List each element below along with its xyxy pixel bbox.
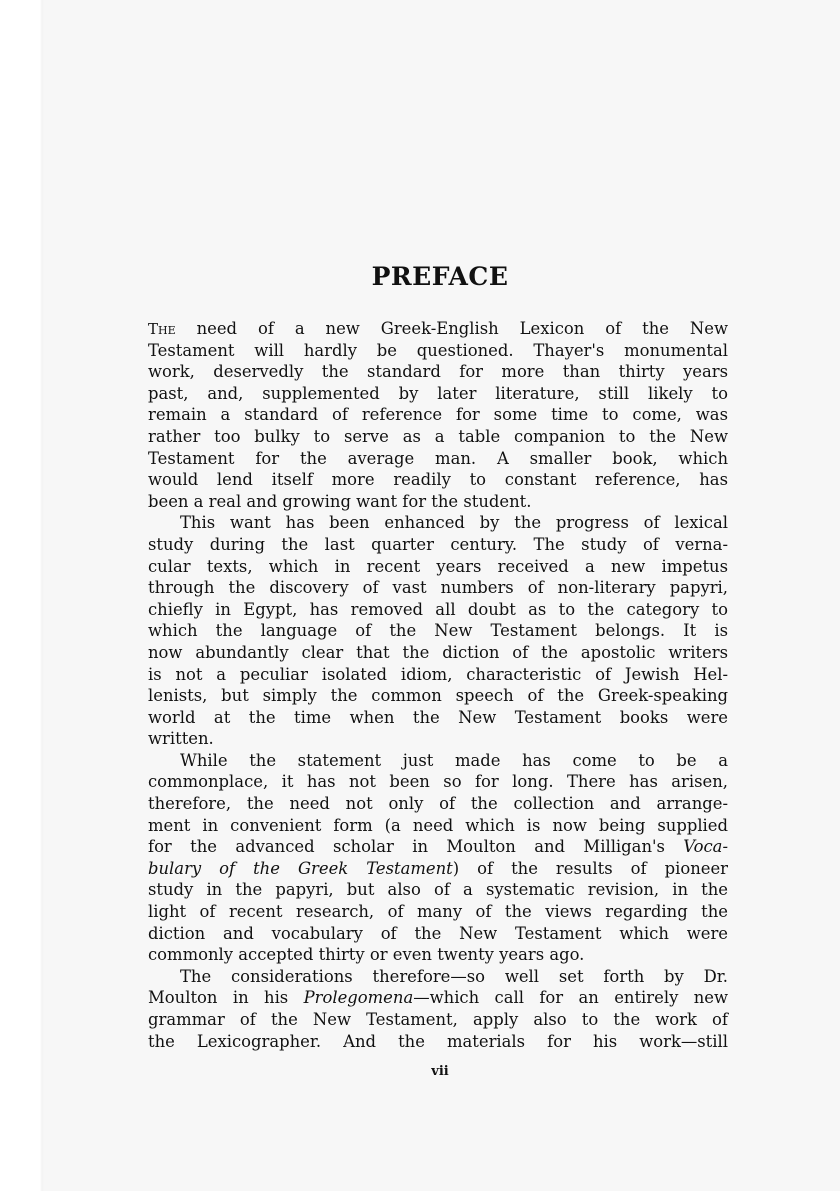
text-line: rather too bulky to serve as a table companion to the New bbox=[148, 426, 728, 446]
text-line: world at the time when the New Testament books were bbox=[148, 707, 728, 727]
text-line: Testament for the average man. A smaller book, which bbox=[148, 448, 728, 468]
paragraph-3 bbox=[148, 750, 728, 966]
text-line: diction and vocabulary of the New Testament which were bbox=[148, 923, 728, 943]
paragraph-4 bbox=[148, 966, 728, 1052]
text-line: grammar of the New Testament, apply also to the work of bbox=[148, 1010, 728, 1029]
italic-title: Prolegomena bbox=[303, 988, 414, 1008]
text-line: for the advanced scholar in Moulton and Milligan's Voca- bbox=[148, 837, 728, 857]
paragraph-2 bbox=[148, 512, 728, 750]
text-line: written. bbox=[148, 729, 214, 749]
text-line: The considerations therefore—so well set forth by Dr. bbox=[180, 966, 728, 986]
text-line: work, deservedly the standard for more than thirty years bbox=[148, 362, 728, 382]
text-line: the Lexicographer. And the materials for his work—still bbox=[148, 1031, 728, 1051]
drop-smallcaps: The bbox=[148, 320, 176, 338]
text-line: commonplace, it has not been so for long. There has arisen, bbox=[148, 772, 728, 792]
text-line: study in the papyri, but also of a systematic revision, in the bbox=[148, 880, 728, 900]
text-line: been a real and growing want for the student. bbox=[148, 491, 532, 511]
text-line: is not a peculiar isolated idiom, characteristic of Jewish Hel- bbox=[148, 664, 728, 684]
text-line: Testament will hardly be questioned. Thayer's monumental bbox=[148, 340, 728, 360]
text-line: Moulton in his Prolegomena—which call for an entirely new bbox=[148, 988, 728, 1008]
page-title: PREFACE bbox=[371, 262, 509, 291]
paragraph-1 bbox=[148, 318, 728, 512]
text-line: bulary of the Greek Testament) of the results of pioneer bbox=[148, 858, 728, 878]
text-line: chiefly in Egypt, has removed all doubt as to the category to bbox=[148, 599, 728, 619]
text-line: study during the last quarter century. The study of verna- bbox=[148, 534, 728, 554]
text-line: ment in convenient form (a need which is now being supplied bbox=[148, 815, 728, 835]
italic-title: Voca- bbox=[683, 837, 728, 857]
text-line: commonly accepted thirty or even twenty years ago. bbox=[148, 945, 585, 965]
text-line: The need of a new Greek-English Lexicon of the New bbox=[148, 319, 728, 338]
text-line: past, and, supplemented by later literature, still likely to bbox=[148, 383, 728, 403]
text-line: light of recent research, of many of the views regarding the bbox=[148, 902, 728, 922]
preface-body bbox=[148, 318, 728, 1052]
text-line: cular texts, which in recent years received a new impetus bbox=[148, 556, 728, 576]
text-line: would lend itself more readily to constant reference, has bbox=[148, 470, 728, 490]
text-line: through the discovery of vast numbers of non-literary papyri, bbox=[148, 578, 728, 598]
text-line: which the language of the New Testament belongs. It is bbox=[148, 621, 728, 641]
scan-margin bbox=[0, 0, 44, 1191]
text-line: now abundantly clear that the diction of the apostolic writers bbox=[148, 642, 728, 662]
page-number: vii bbox=[431, 1064, 449, 1079]
italic-title: bulary of the Greek Testament bbox=[148, 858, 453, 878]
text-line: This want has been enhanced by the progress of lexical bbox=[180, 513, 728, 533]
text-line: lenists, but simply the common speech of the Greek-speaking bbox=[148, 686, 728, 706]
text-line: therefore, the need not only of the collection and arrange- bbox=[148, 794, 728, 814]
text-line: While the statement just made has come to be a bbox=[180, 750, 728, 770]
text-line: remain a standard of reference for some time to come, was bbox=[148, 405, 728, 425]
